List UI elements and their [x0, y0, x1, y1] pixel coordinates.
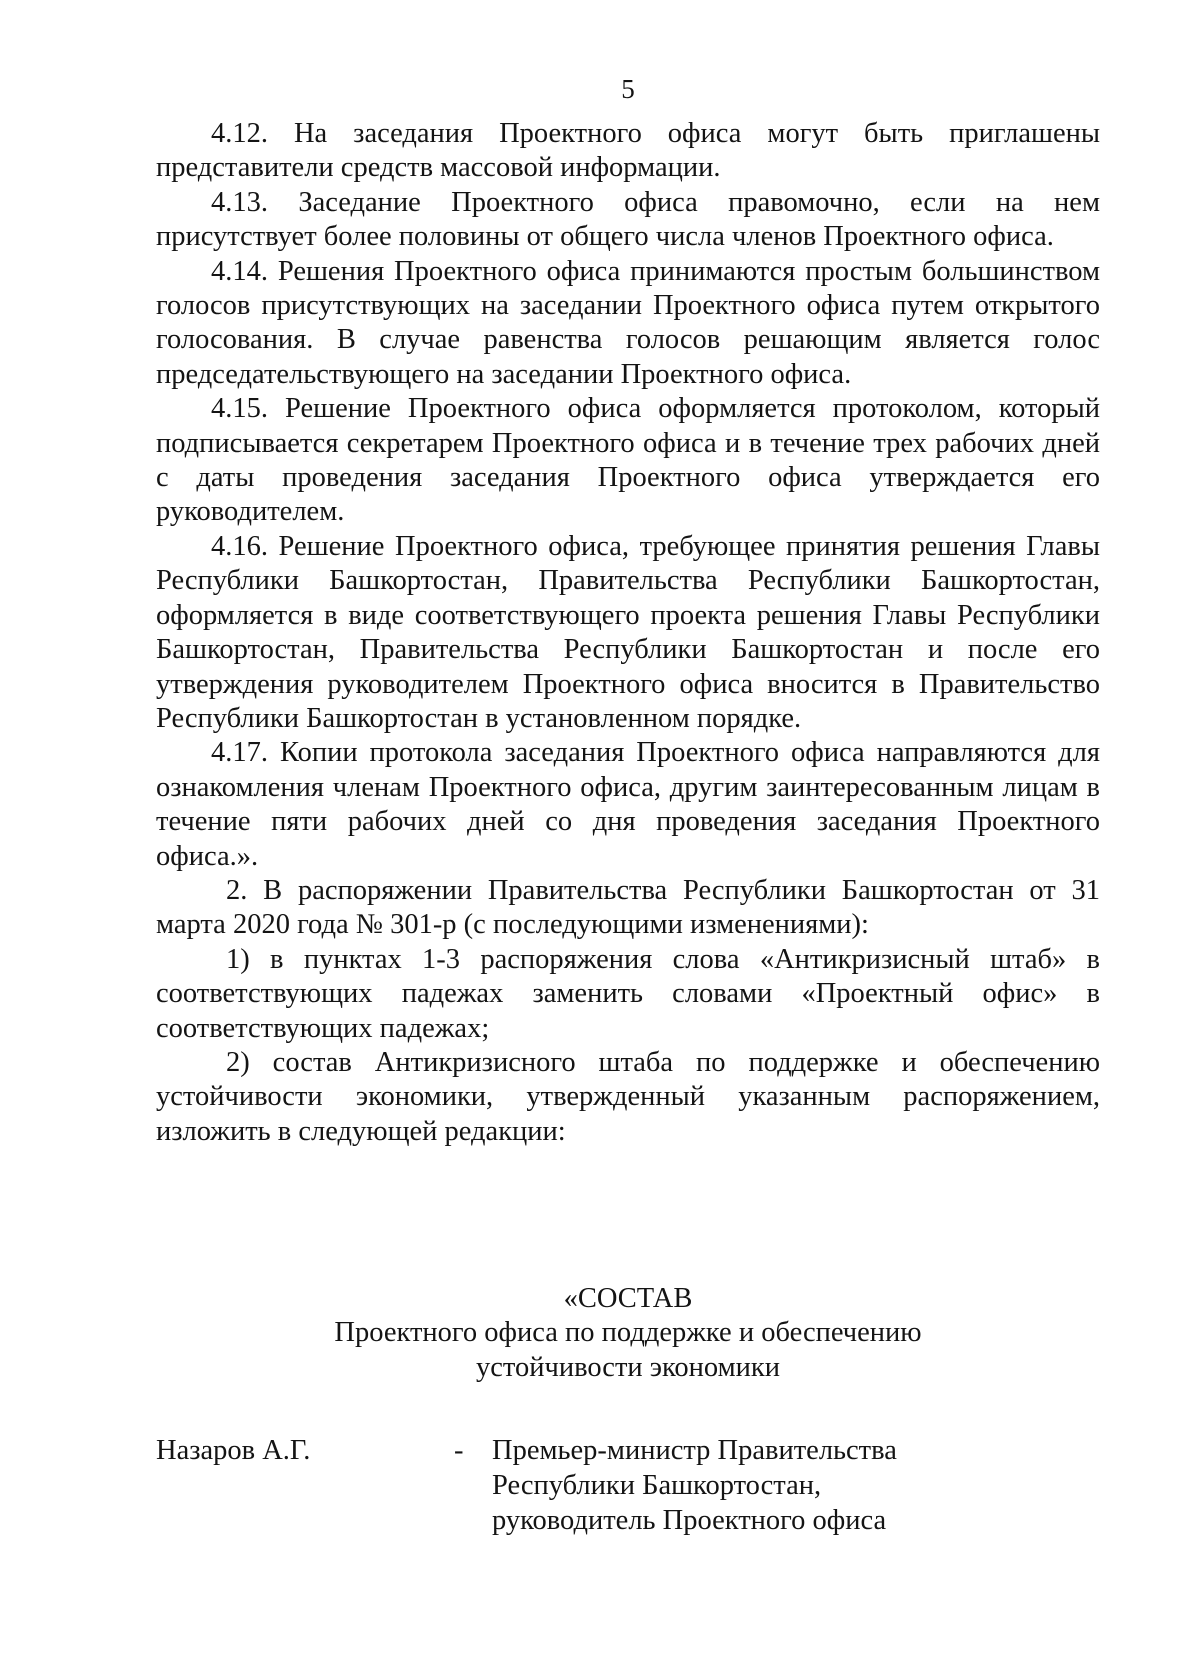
page-number: 5	[621, 74, 635, 104]
paragraph-item-2: 2. В распоряжении Правительства Республики Башкортостан от 31 марта 2020 года № 301-р (с последующими изменениями):	[156, 874, 1100, 941]
paragraph-4-15: 4.15. Решение Проектного офиса оформляется протоколом, который подписывается секретарем Проектного офиса и в течение трех рабочих дней с даты проведения заседания Проектного офиса утверждается его руководителем.	[156, 393, 1100, 528]
composition-heading	[156, 1282, 1100, 1385]
paragraph-4-16: 4.16. Решение Проектного офиса, требующее принятия решения Главы Республики Башкортостан, Правительства Республики Башкортостан, оформляется в виде соответствующего проекта решения Главы Республики Башкортостан, Правительства Республики Башкортостан и после его утверждения руководителем Проектного офиса вносится в Правительство Республики Башкортостан в установленном порядке.	[156, 530, 1100, 734]
member-position-line: руководитель Проектного офиса	[492, 1505, 887, 1536]
composition-title: «СОСТАВ	[563, 1283, 693, 1314]
member-position	[492, 1433, 1092, 1538]
document-body	[156, 117, 1100, 1149]
paragraph-subitem-1: 1) в пунктах 1-3 распоряжения слова «Антикризисный штаб» в соответствующих падежах заменить словами «Проектный офис» в соответствующих падежах;	[156, 943, 1100, 1044]
paragraph-4-12: 4.12. На заседания Проектного офиса могут быть приглашены представители средств массовой информации.	[156, 118, 1100, 184]
composition-subtitle-line-1: Проектного офиса по поддержке и обеспечению	[334, 1317, 922, 1349]
paragraph-4-17: 4.17. Копии протокола заседания Проектного офиса направляются для ознакомления членам Проектного офиса, другим заинтересованным лицам в течение пяти рабочих дней со дня проведения заседания Проектного офиса.».	[156, 737, 1100, 872]
paragraph-4-13: 4.13. Заседание Проектного офиса правомочно, если на нем присутствует более половины от общего числа членов Проектного офиса.	[156, 186, 1100, 253]
paragraph-4-14: 4.14. Решения Проектного офиса принимаются простым большинством голосов присутствующих на заседании Проектного офиса путем открытого голосования. В случае равенства голосов решающим является голос председательствующего на заседании Проектного офиса.	[156, 255, 1100, 390]
member-position-line: Премьер-министр Правительства	[492, 1435, 897, 1466]
composition-subtitle-line-2: устойчивости экономики	[476, 1351, 780, 1383]
paragraph-subitem-2: 2) состав Антикризисного штаба по поддержке и обеспечению устойчивости экономики, утвержденный указанным распоряжением, изложить в следующей редакции:	[156, 1046, 1100, 1147]
member-name: Назаров А.Г.	[156, 1435, 311, 1466]
member-dash: -	[454, 1435, 464, 1466]
member-position-line: Республики Башкортостан,	[492, 1470, 822, 1501]
